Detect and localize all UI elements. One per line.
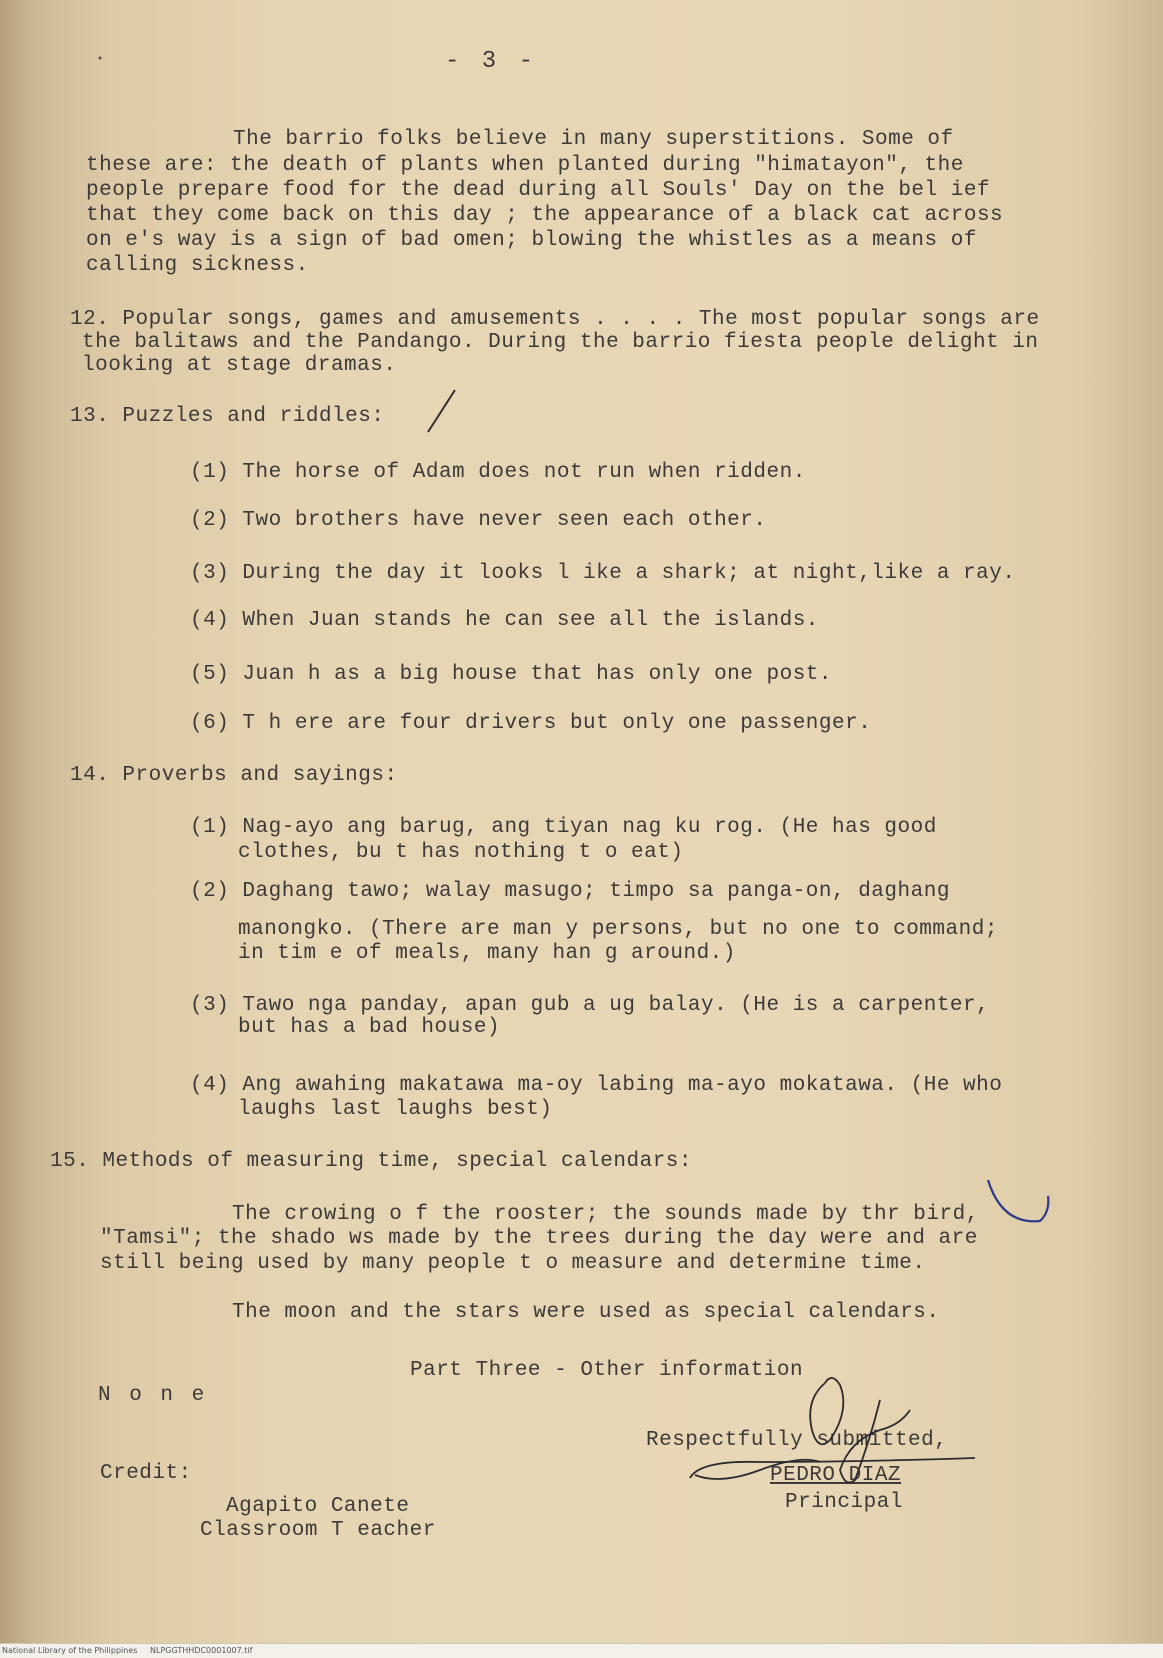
proverb-line: (3) Tawo nga panday, apan gub a ug balay. (He is a carpenter,	[190, 994, 990, 1017]
text-line: these are: the death of plants when planted during "himatayon", the	[86, 154, 964, 177]
text-line: "Tamsi"; the shado ws made by the trees during the day were and are	[100, 1227, 978, 1250]
riddle-item: (5) Juan h as a big house that has only one post.	[190, 663, 833, 686]
proverb-line: in tim e of meals, many han g around.)	[238, 942, 736, 965]
closing-text: Respectfully submitted,	[646, 1429, 948, 1452]
section-heading: 13. Puzzles and riddles:	[70, 405, 385, 428]
proverb-line: (1) Nag-ayo ang barug, ang tiyan nag ku rog. (He has good	[190, 816, 937, 839]
signature-scribble	[690, 1378, 975, 1483]
text-line: The moon and the stars were used as special calendars.	[232, 1301, 940, 1324]
riddle-item: (1) The horse of Adam does not run when ridden.	[190, 461, 806, 484]
blue-check-mark	[988, 1180, 1048, 1221]
text-line: The crowing o f the rooster; the sounds made by thr bird,	[232, 1203, 979, 1226]
text-line: that they come back on this day ; the appearance of a black cat across	[86, 204, 1004, 227]
scan-footer-strip	[0, 1643, 1163, 1658]
proverb-line: manongko. (There are man y persons, but no one to command;	[238, 918, 998, 941]
footer-library: National Library of the Philippines	[2, 1646, 138, 1655]
proverb-line: but has a bad house)	[238, 1016, 501, 1039]
footer-file: NLPGGTHHDC0001007.tif	[150, 1646, 253, 1655]
section-heading-line: 12. Popular songs, games and amusements . . . . The most popular songs are	[70, 308, 1040, 331]
proverb-line: (4) Ang awahing makatawa ma-oy labing ma-ayo mokatawa. (He who	[190, 1074, 1003, 1097]
signatory-title: Principal	[785, 1491, 903, 1514]
riddle-item: (4) When Juan stands he can see all the islands.	[190, 609, 819, 632]
riddle-item: (3) During the day it looks l ike a shark; at night,like a ray.	[190, 562, 1016, 585]
text-line: on e's way is a sign of bad omen; blowing the whistles as a means of	[86, 229, 977, 252]
text-line: still being used by many people t o measure and determine time.	[100, 1252, 926, 1275]
riddle-item: (6) T h ere are four drivers but only one passenger.	[190, 712, 872, 735]
text-line: the balitaws and the Pandango. During the barrio fiesta people delight in	[82, 331, 1039, 354]
section-heading: 15. Methods of measuring time, special calendars:	[50, 1150, 693, 1173]
text-line: calling sickness.	[86, 254, 309, 277]
section-heading: 14. Proverbs and sayings:	[70, 764, 398, 787]
riddle-item: (2) Two brothers have never seen each other.	[190, 509, 767, 532]
part-three-heading: Part Three - Other information	[410, 1359, 804, 1382]
text-line: people prepare food for the dead during all Souls' Day on the bel ief	[86, 179, 991, 202]
proverb-line: clothes, bu t has nothing t o eat)	[238, 841, 684, 864]
page-number: - 3 -	[445, 48, 538, 75]
proverb-line: (2) Daghang tawo; walay masugo; timpo sa panga-on, daghang	[190, 880, 950, 903]
signatory-name: PEDRO DIAZ	[770, 1464, 902, 1487]
credit-label: Credit:	[100, 1462, 192, 1485]
credit-title: Classroom T eacher	[200, 1519, 436, 1542]
text-line: The barrio folks believe in many superstitions. Some of	[233, 128, 954, 151]
paper-speck	[99, 57, 102, 60]
pen-slash-mark	[428, 390, 455, 432]
none-text: N o n e	[98, 1384, 208, 1407]
credit-name: Agapito Canete	[226, 1495, 410, 1518]
text-line: looking at stage dramas.	[82, 354, 397, 377]
proverb-line: laughs last laughs best)	[238, 1098, 553, 1121]
